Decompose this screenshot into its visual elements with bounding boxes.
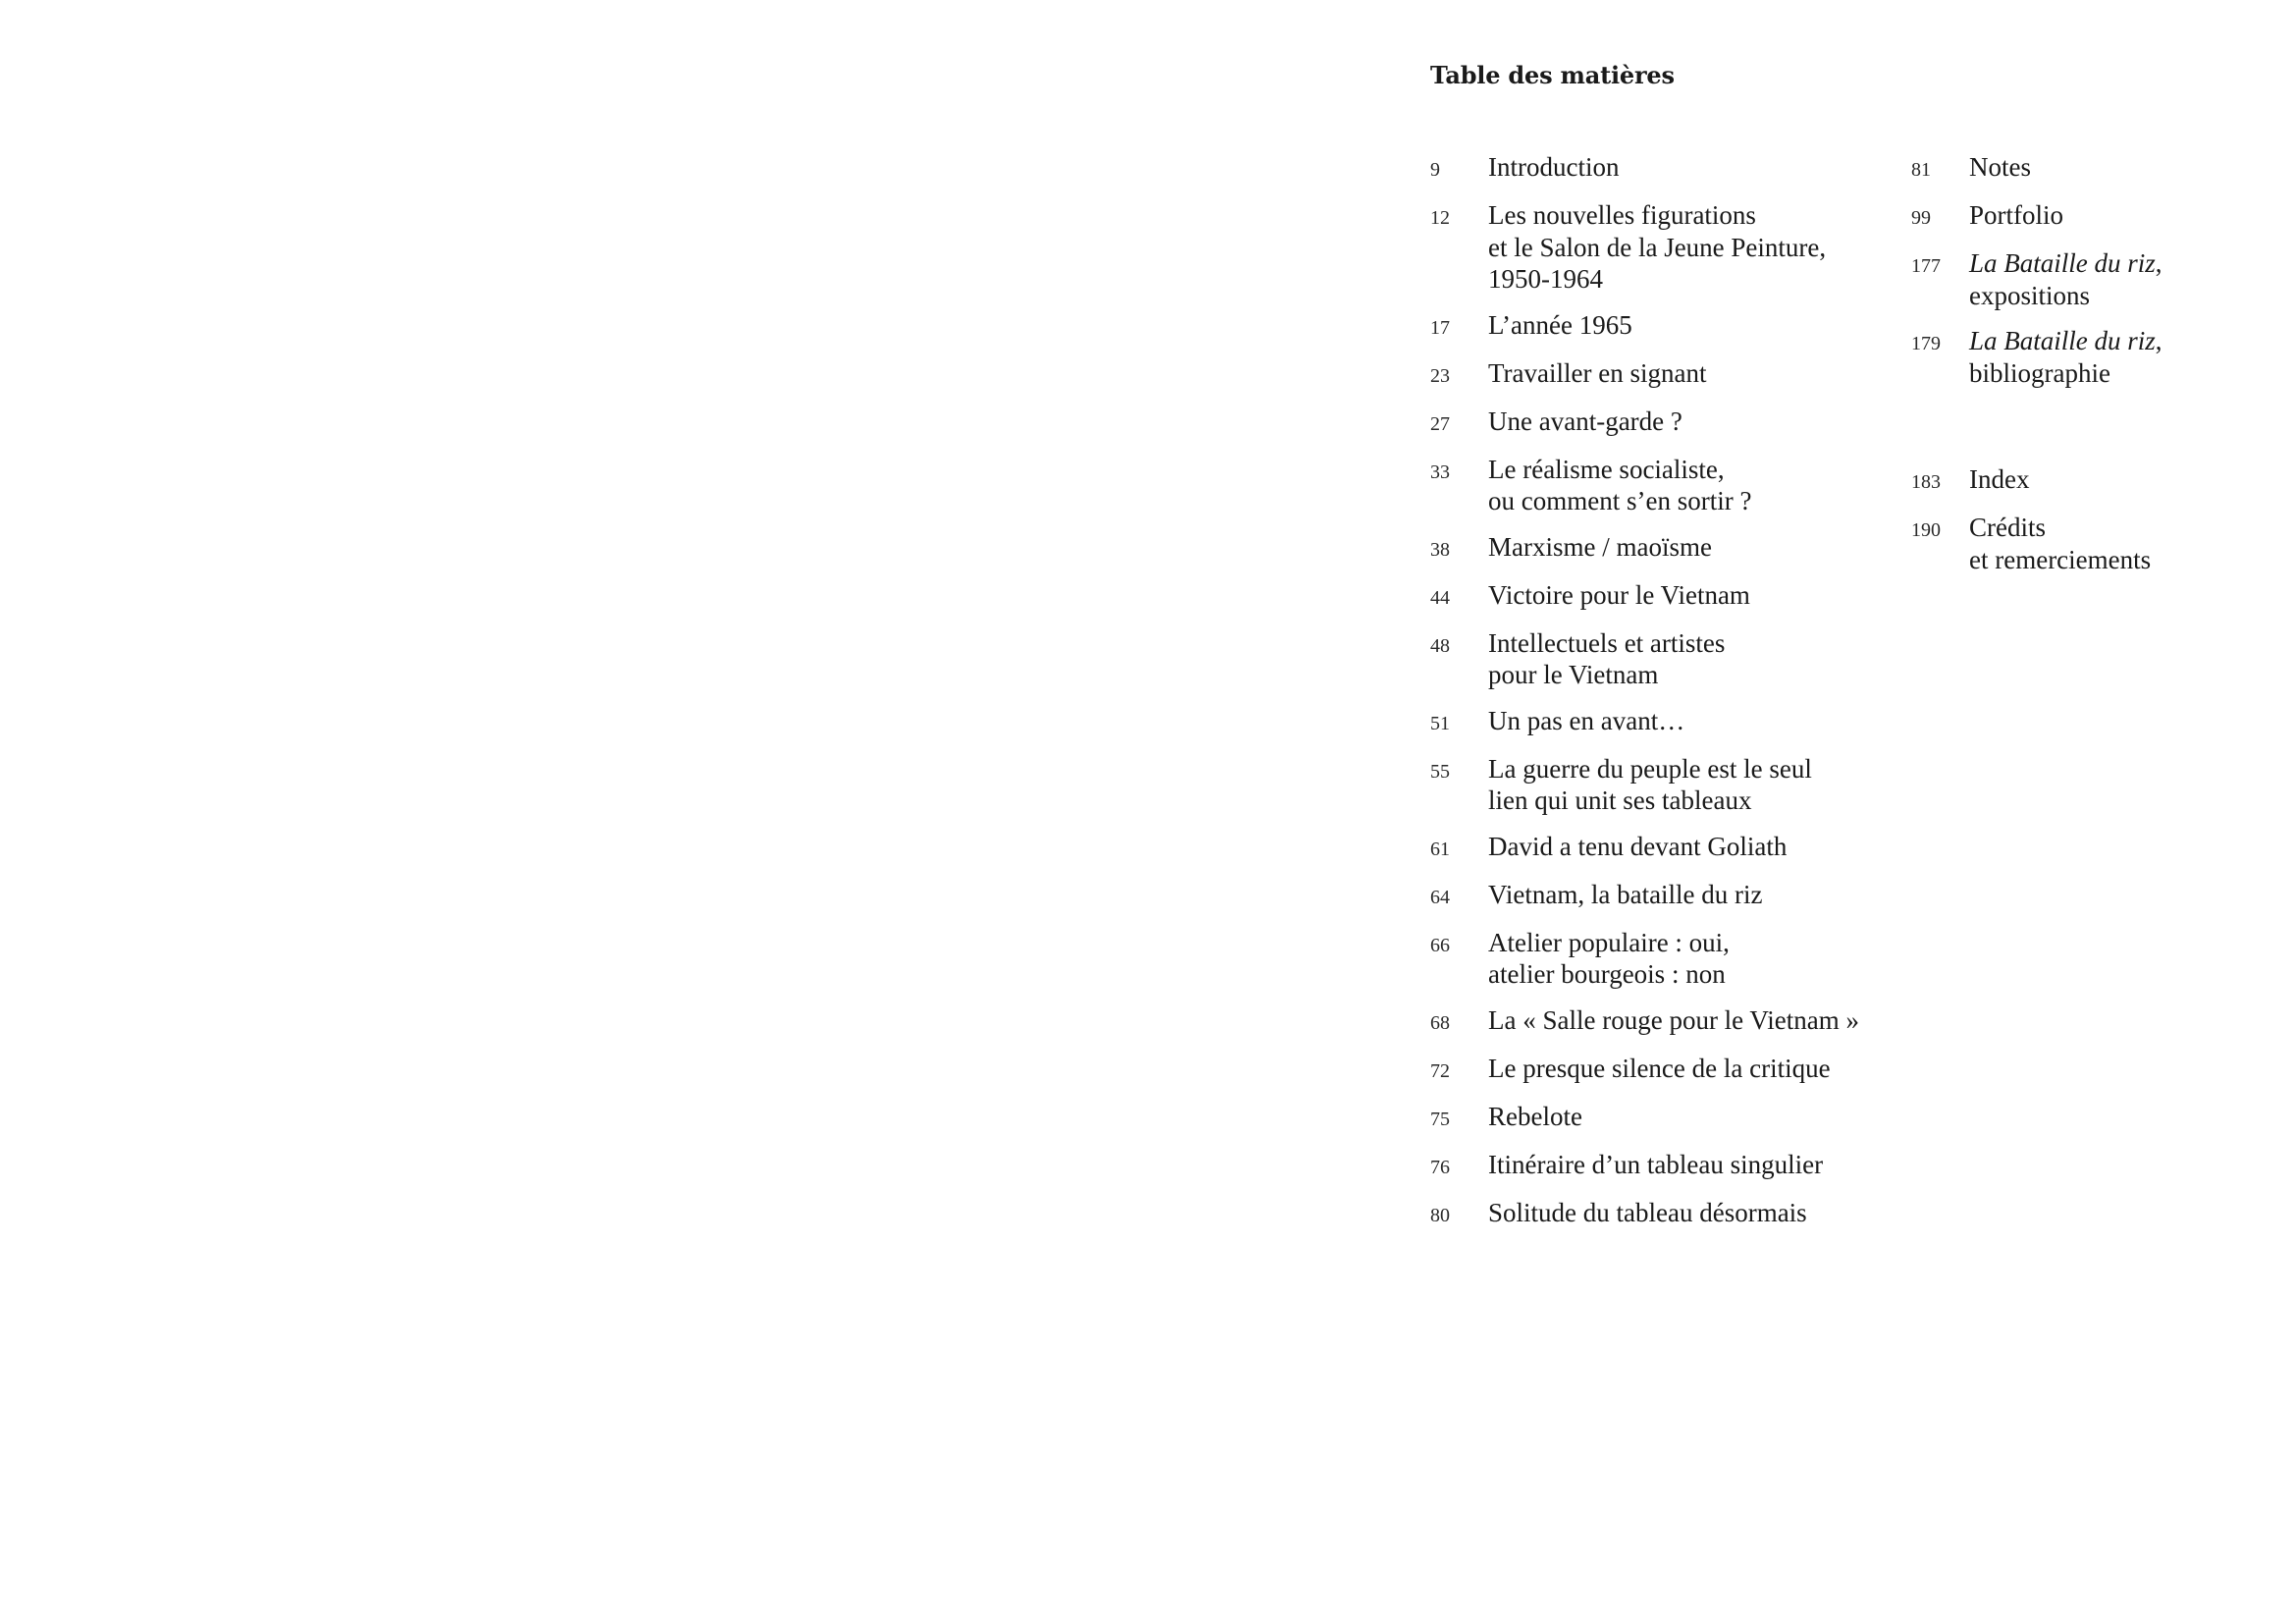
toc-entry-punctuation: , xyxy=(2155,326,2163,355)
right-page xyxy=(1148,0,2296,1624)
toc-entry-title xyxy=(1488,831,1787,863)
toc-entry xyxy=(1430,1004,1892,1039)
toc-page-number: 99 xyxy=(1911,207,1931,229)
toc-entry-italic-title: La Bataille du riz xyxy=(1969,326,2156,355)
toc-entry-line: bibliographie xyxy=(1969,357,2110,388)
toc-entry-line: L’année 1965 xyxy=(1488,309,1632,340)
toc-entry-line: Notes xyxy=(1969,152,2031,182)
toc-entry-title xyxy=(1969,463,2029,496)
toc-page-number: 68 xyxy=(1430,1011,1450,1034)
toc-entry xyxy=(1430,627,1892,691)
toc-entry xyxy=(1911,325,2206,389)
toc-entry-line: Index xyxy=(1969,464,2030,494)
toc-entry xyxy=(1430,705,1892,739)
toc-entry-title xyxy=(1488,1149,1823,1181)
toc-entry xyxy=(1430,406,1892,440)
toc-entry xyxy=(1430,309,1892,344)
toc-entry-title xyxy=(1969,325,2163,389)
toc-entry xyxy=(1430,579,1892,614)
toc-page-number: 44 xyxy=(1430,586,1450,609)
toc-entry xyxy=(1430,357,1892,392)
toc-page-number: 51 xyxy=(1430,712,1450,734)
toc-entry-line: et remerciements xyxy=(1969,544,2152,574)
toc-entry-line: Le presque silence de la critique xyxy=(1488,1053,1831,1083)
toc-entry-line: ou comment s’en sortir ? xyxy=(1488,486,1752,515)
toc-entry-title xyxy=(1488,579,1750,612)
toc-entry xyxy=(1911,247,2206,311)
toc-entry-line: Intellectuels et artistes xyxy=(1488,627,1726,658)
toc-page-number: 190 xyxy=(1911,519,1941,541)
toc-entry-title xyxy=(1488,406,1682,438)
toc-entry-title xyxy=(1488,1101,1582,1133)
toc-entry xyxy=(1430,454,1892,517)
toc-page-number: 64 xyxy=(1430,886,1450,908)
toc-entry xyxy=(1430,151,1892,186)
toc-entry-line: Introduction xyxy=(1488,152,1620,182)
toc-entry xyxy=(1911,199,2206,234)
toc-entry-title xyxy=(1969,151,2031,184)
toc-entry-line: 1950-1964 xyxy=(1488,264,1603,294)
toc-entry-title xyxy=(1488,1004,1859,1037)
toc-page-number: 38 xyxy=(1430,538,1450,561)
toc-entry-line: Vietnam, la bataille du riz xyxy=(1488,879,1763,909)
toc-entry xyxy=(1430,879,1892,913)
toc-page-number: 177 xyxy=(1911,255,1941,277)
toc-page-number: 72 xyxy=(1430,1059,1450,1082)
toc-entry-line: David a tenu devant Goliath xyxy=(1488,831,1788,861)
toc-entry-line xyxy=(1969,325,2163,357)
toc-group-spacer xyxy=(1911,403,2206,463)
toc-page-number: 75 xyxy=(1430,1108,1450,1130)
toc-entry-line: pour le Vietnam xyxy=(1488,660,1659,689)
toc-entry-line: Un pas en avant… xyxy=(1488,705,1685,735)
toc-page-number: 81 xyxy=(1911,159,1931,181)
toc-entry-title xyxy=(1488,454,1751,517)
toc-entry-title xyxy=(1488,151,1619,184)
toc-entry xyxy=(1430,1149,1892,1183)
toc-entry-line: Victoire pour le Vietnam xyxy=(1488,579,1750,610)
toc-entry-title xyxy=(1488,309,1632,342)
toc-entry-line: La guerre du peuple est le seul xyxy=(1488,753,1812,784)
toc-entry-line: expositions xyxy=(1969,280,2091,310)
toc-entry-title xyxy=(1969,199,2063,232)
toc-entry-line: Crédits xyxy=(1969,513,2046,542)
toc-page-number: 76 xyxy=(1430,1156,1450,1178)
toc-entry xyxy=(1430,1101,1892,1135)
toc-entry xyxy=(1430,753,1892,817)
toc-column-left xyxy=(1430,151,1892,1245)
toc-page-number: 179 xyxy=(1911,333,1941,354)
toc-entry-line: Le réalisme socialiste, xyxy=(1488,454,1725,484)
toc-entry-line: La « Salle rouge pour le Vietnam » xyxy=(1488,1004,1860,1035)
toc-entry-title xyxy=(1969,512,2151,575)
toc-entry-line: Travailler en signant xyxy=(1488,357,1707,388)
toc-entry-punctuation: , xyxy=(2155,248,2163,278)
toc-entry-line: et le Salon de la Jeune Peinture, xyxy=(1488,232,1827,262)
toc-entry xyxy=(1430,1053,1892,1087)
toc-entry-line: Rebelote xyxy=(1488,1101,1582,1131)
toc-page-number: 23 xyxy=(1430,364,1450,387)
toc-entry-line: Marxisme / maoïsme xyxy=(1488,531,1712,562)
toc-page-number: 33 xyxy=(1430,460,1450,483)
toc-entry-title xyxy=(1488,531,1712,564)
toc-entry-line: Itinéraire d’un tableau singulier xyxy=(1488,1149,1824,1179)
toc-entry-line: Portfolio xyxy=(1969,200,2064,230)
toc-entry xyxy=(1430,531,1892,566)
toc-page-number: 66 xyxy=(1430,934,1450,956)
toc-entry-line: Les nouvelles figurations xyxy=(1488,200,1756,230)
toc-entry-line: lien qui unit ses tableaux xyxy=(1488,785,1752,815)
toc-entry-line: Solitude du tableau désormais xyxy=(1488,1197,1807,1227)
toc-page-number: 9 xyxy=(1430,159,1440,181)
toc-entry-title xyxy=(1488,753,1812,817)
toc-page-number: 61 xyxy=(1430,838,1450,860)
toc-page-number: 48 xyxy=(1430,634,1450,657)
toc-entry-title xyxy=(1488,1197,1807,1229)
toc-entry-title xyxy=(1488,705,1684,737)
toc-page-number: 17 xyxy=(1430,316,1450,339)
toc-entry-line xyxy=(1969,247,2163,280)
toc-entry-line: atelier bourgeois : non xyxy=(1488,959,1726,989)
toc-entry xyxy=(1430,927,1892,991)
toc-entry-line: Atelier populaire : oui, xyxy=(1488,927,1730,957)
toc-entry xyxy=(1911,463,2206,498)
toc-page-number: 183 xyxy=(1911,471,1941,493)
toc-entry-title xyxy=(1488,1053,1831,1085)
toc-entry-title xyxy=(1969,247,2163,311)
toc-page-number: 80 xyxy=(1430,1204,1450,1226)
toc-entry xyxy=(1430,831,1892,865)
toc-entry xyxy=(1911,151,2206,186)
toc-entry-title xyxy=(1488,199,1826,296)
toc-entry-title xyxy=(1488,879,1763,911)
toc-entry-title xyxy=(1488,927,1730,991)
toc-entry xyxy=(1430,199,1892,296)
toc-entry-title xyxy=(1488,627,1725,691)
toc-entry-line: Une avant-garde ? xyxy=(1488,406,1682,436)
toc-page-number: 12 xyxy=(1430,207,1450,229)
toc-entry xyxy=(1430,1197,1892,1231)
toc-page-number: 27 xyxy=(1430,412,1450,435)
toc-column-right xyxy=(1911,151,2206,589)
toc-page-number: 55 xyxy=(1430,760,1450,783)
toc-entry-title xyxy=(1488,357,1706,390)
page-title: Table des matières xyxy=(1430,61,1675,89)
toc-entry xyxy=(1911,512,2206,575)
toc-entry-italic-title: La Bataille du riz xyxy=(1969,248,2156,278)
